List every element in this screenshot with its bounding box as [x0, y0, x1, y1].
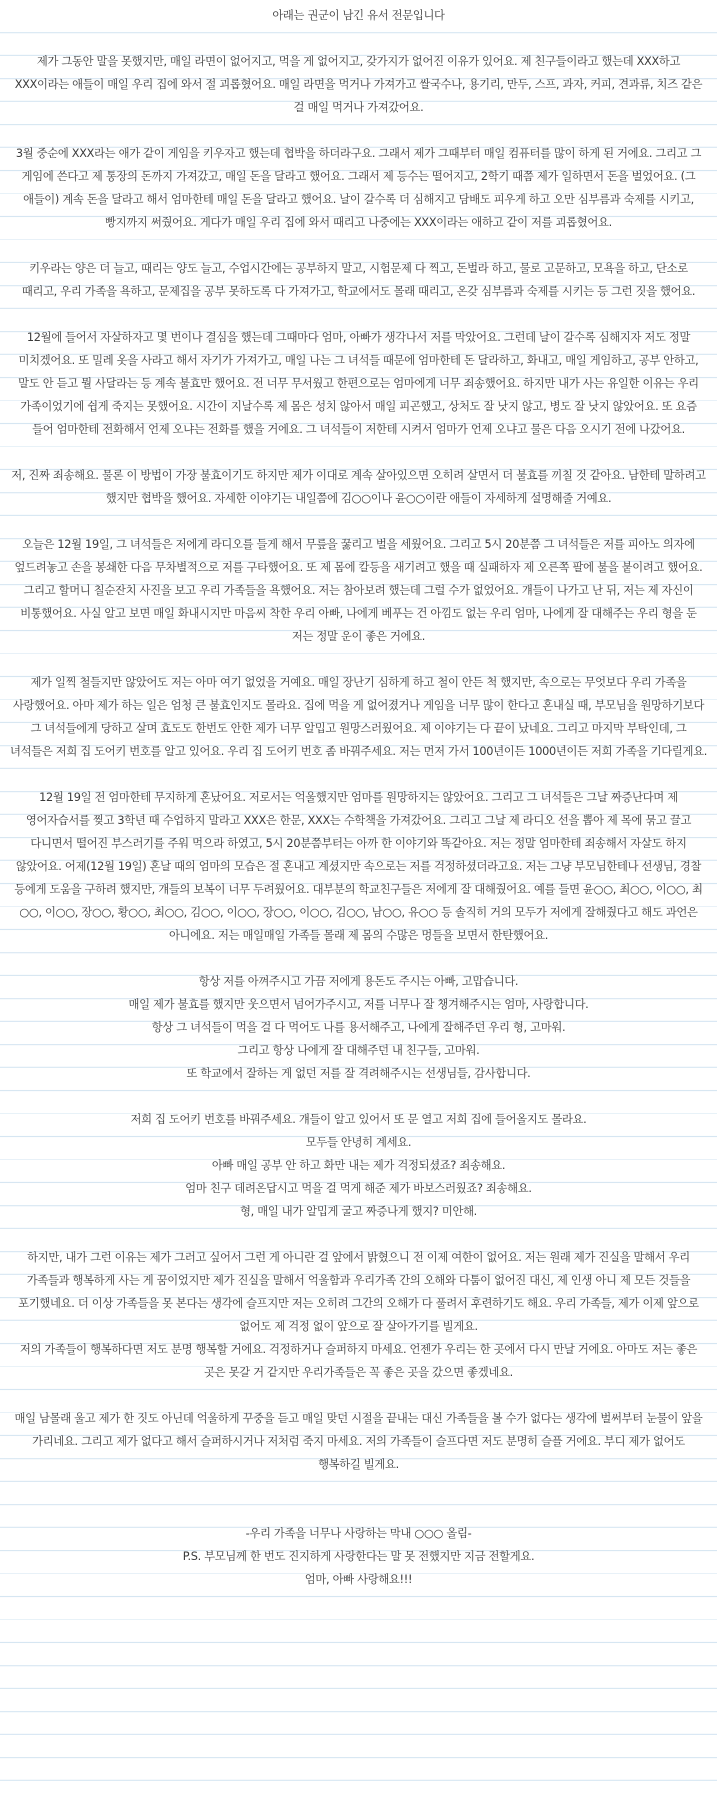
closing-paragraph-3: 매일 남몰래 울고 제가 한 짓도 아닌데 억울하게 꾸중을 듣고 매일 맞던 시절을 끝내는 대신 가족들을 볼 수가 없다는 생각에 벌써부터 눈물이 앞을 가리네요. 그리고 제가 없다고 해서 슬퍼하시거나 저처럼 죽지 마세요. 저의 가족들이 슬프다면 저도 분명히 슬플 거에요. 부디 제가 없어도 행복하길 빌게요.: [14, 1412, 703, 1471]
page-title: 아래는 권군이 남긴 유서 전문입니다: [272, 9, 445, 22]
signature-line: -우리 가족을 너무나 사랑하는 막내 ○○○ 올림-: [245, 1527, 472, 1540]
request-doorlock: 저희 집 도어키 번호를 바꿔주세요. 걔들이 알고 있어서 또 문 열고 저희 집에 들어올지도 몰라요.: [130, 1113, 587, 1126]
apology-brother: 형, 매일 내가 알밉게 굴고 짜증나게 했지? 미안해.: [240, 1205, 477, 1218]
requests-list: [10, 1108, 707, 1223]
thanks-father: 항상 저를 아껴주시고 가끔 저에게 용돈도 주시는 아빠, 고맙습니다.: [198, 975, 519, 988]
paragraph-3: 키우라는 양은 더 늘고, 때리는 양도 늘고, 수업시간에는 공부하지 말고, 시험문제 다 찍고, 돈벌라 하고, 물로 고문하고, 모욕을 하고, 단소로 때리고, 우리 가족을 욕하고, 문제집을 공부 못하도록 다 가져가고, 학교에서도 몰래 때리고, 온갖 심부름과 숙제를 시키는 등 그런 짓을 했어요.: [21, 262, 696, 298]
paragraph-2: 3월 중순에 XXX라는 애가 같이 게임을 키우자고 했는데 협박을 하더라구요. 그래서 제가 그때부터 매일 컴퓨터를 많이 하게 된 거에요. 그리고 그 게임에 쓴다고 제 통장의 돈까지 가져갔고, 매일 돈을 달라고 했어요. 그래서 제 등수는 떨어지고, 2학기 때쯤 제가 일하면서 돈을 벌었어요. (그 애들이) 계속 돈을 달라고 해서 엄마한테 매일 돈을 달라고 했어요. 날이 갈수록 더 심해지고 담배도 피우게 하고 오만 심부름과 숙제를 시키고, 빵지까지 써줬어요. 게다가 매일 우리 집에 와서 때리고 나중에는 XXX이라는 애하고 같이 저를 괴롭혔어요.: [15, 147, 702, 229]
thanks-friends: 그리고 항상 나에게 잘 대해주던 내 친구들, 고마워.: [237, 1044, 480, 1057]
thanks-teachers: 또 학교에서 잘하는 게 없던 저를 잘 격려해주시는 선생님들, 감사합니다.: [186, 1067, 531, 1080]
paragraph-4: 12월에 들어서 자살하자고 몇 번이나 결심을 했는데 그때마다 엄마, 아빠가 생각나서 저를 막았어요. 그런데 날이 갈수록 심해지자 저도 정말 미치겠어요. 또 밀레 옷을 사라고 해서 자기가 가져가고, 매일 나는 그 녀석들 때문에 엄마한테 돈 달라하고, 화내고, 매일 게임하고, 공부 안하고, 말도 안 듣고 뭘 사달라는 등 계속 불효만 했어요. 전 너무 무서웠고 한편으로는 엄마에게 너무 죄송했어요. 하지만 내가 사는 유일한 이유는 우리 가족이었기에 쉽게 죽지는 못했어요. 시간이 지날수록 제 몸은 성치 않아서 매일 피곤했고, 상처도 잘 낫지 않고, 병도 잘 낫지 않았어요. 또 요즘 들어 엄마한테 전화해서 언제 오냐는 전화를 했을 거에요. 그 녀석들이 저한테 시켜서 엄마가 언제 오냐고 물은 다음 오시기 전에 나갔어요.: [18, 331, 699, 436]
paragraph-1: 제가 그동안 말을 못했지만, 매일 라면이 없어지고, 먹을 게 없어지고, 갖가지가 없어진 이유가 있어요. 제 친구들이라고 했는데 XXX하고 XXX이라는 애들이 매일 우리 집에 와서 절 괴롭혔어요. 매일 라면을 먹거나 가져가고 쌀국수나, 용기리, 만두, 스프, 과자, 커피, 견과류, 치즈 같은 걸 매일 먹거나 가져갔어요.: [14, 55, 703, 114]
farewell-line: 모두들 안녕히 계세요.: [305, 1136, 412, 1149]
paragraph-8: 12월 19일 전 엄마한테 무지하게 혼났어요. 저로서는 억울했지만 엄마를 원망하지는 않았어요. 그리고 그 녀석들은 그날 짜증난다며 제 영어자습서를 찢고 3학년 때 수업하지 말라고 XXX은 한문, XXX는 수학책을 가져갔어요. 그리고 그날 제 라디오 선을 뽑아 제 목에 묶고 끌고 다니면서 떨어진 부스러기를 주워 먹으라 하였고, 5시 20분쯤부터는 아까 한 이야기와 똑같아요. 저는 정말 엄마한테 죄송해서 자살도 하지 않았어요. 어제(12월 19일) 혼날 때의 엄마의 모습은 절 혼내고 계셨지만 속으로는 저를 걱정하셨더라고요. 저는 그냥 부모님한테나 선생님, 경찰 등에게 도움을 구하려 했지만, 걔들의 보복이 너무 두려웠어요. 대부분의 학교친구들은 저에게 잘 대해줬어요. 예를 들면 윤○○, 최○○, 이○○, 최○○, 이○○, 장○○, 황○○, 최○○, 김○○, 이○○, 장○○, 이○○, 김○○, 남○○, 유○○ 등 솔직히 거의 모두가 저에게 잘해줬다고 해도 과언은 아니에요. 저는 매일매일 가족들 몰래 제 몸의 수많은 멍들을 보면서 한탄했어요.: [14, 791, 703, 942]
spacer: [10, 1499, 707, 1522]
paragraph-7: 제가 일찍 철들지만 않았어도 저는 아마 여기 없었을 거예요. 매일 장난기 심하게 하고 철이 안든 척 했지만, 속으로는 무엇보다 우리 가족을 사랑했어요. 아마 제가 하는 일은 엄청 큰 불효인지도 몰라요. 집에 먹을 게 없어졌거나 게임을 너무 많이 한다고 혼내실 때, 부모님을 원망하기보다 그 녀석들에게 당하고 살며 효도도 한번도 안한 제가 너무 알밉고 원망스러웠어요. 제 이야기는 다 끝이 났네요. 그리고 마지막 부탁인데, 그 녀석들은 저희 집 도어키 번호를 알고 있어요. 우리 집 도어키 번호 좀 바꿔주세요. 저는 먼저 가서 100년이든 1000년이든 저희 가족을 기다릴게요.: [10, 676, 708, 758]
apology-mother: 엄마 친구 데려온답시고 먹을 걸 먹게 해준 제가 바보스러웠죠? 죄송해요.: [185, 1182, 532, 1195]
thanks-list: [10, 970, 707, 1085]
closing-paragraph-2: 저의 가족들이 행복하다면 저도 분명 행복할 거에요. 걱정하거나 슬퍼하지 마세요. 언젠가 우리는 한 곳에서 다시 만날 거에요. 아마도 저는 좋은 곳은 못갈 거 같지만 우리가족들은 꼭 좋은 곳을 갔으면 좋겠네요.: [19, 1343, 698, 1379]
paragraph-6: 오늘은 12월 19일, 그 녀석들은 저에게 라디오를 들게 해서 무릎을 꿇리고 벌을 세웠어요. 그리고 5시 20분쯤 그 녀석들은 저를 피아노 의자에 엎드려놓고 손을 봉쇄한 다음 무차별적으로 저를 구타했어요. 또 제 몸에 칼등을 새기려고 했을 때 실패하자 제 오른쪽 팔에 불을 붙이려고 했어요. 그리고 할머니 칠순잔치 사진을 보고 우리 가족들을 욕했어요. 저는 참아보려 했는데 그럴 수가 없었어요. 걔들이 나가고 난 뒤, 저는 제 자신이 비통했어요. 사실 알고 보면 매일 화내시지만 마음씨 착한 우리 아빠, 나에게 베푸는 건 아낌도 없는 우리 엄마, 나에게 잘 대해주는 우리 형을 둔 저는 정말 운이 좋은 거에요.: [14, 538, 703, 643]
thanks-mother: 매일 제가 불효를 했지만 웃으면서 넘어가주시고, 저를 너무나 잘 챙겨해주시는 엄마, 사랑합니다.: [128, 998, 589, 1011]
signature-block: [10, 1522, 707, 1591]
apology-father: 아빠 매일 공부 안 하고 화만 내는 제가 걱정되셨죠? 죄송해요.: [211, 1159, 506, 1172]
paragraph-5: 저, 진짜 죄송해요. 물론 이 방법이 가장 불효이기도 하지만 제가 이대로 계속 살아있으면 오히려 살면서 더 불효를 끼칠 것 같아요. 남한테 말하려고 했지만 협박을 했어요. 자세한 이야기는 내일쯤에 김○○이나 윤○○이란 애들이 자세하게 설명해줄 거예요.: [11, 469, 706, 505]
postscript-line: P.S. 부모님께 한 번도 진지하게 사랑한다는 말 못 전했지만 지금 전할게요.: [182, 1550, 535, 1563]
thanks-brother: 항상 그 녀석들이 먹을 걸 다 먹어도 나를 용서해주고, 나에게 잘해주던 우리 형, 고마워.: [151, 1021, 566, 1034]
closing-paragraph-1: 하지만, 내가 그런 이유는 제가 그러고 싶어서 그런 게 아니란 걸 앞에서 밝혔으니 전 이제 여한이 없어요. 저는 원래 제가 진실을 말해서 우리 가족들과 행복하게 사는 게 꿈이었지만 제가 진실을 말해서 억울함과 우리가족 간의 오해와 다툼이 없어진 대신, 제 인생 아니 제 모든 것들을 포기했네요. 더 이상 가족들을 못 본다는 생각에 슬프지만 저는 오히려 그간의 오해가 다 풀려서 후련하기도 해요. 우리 가족들, 제가 이제 앞으로 없어도 제 걱정 없이 앞으로 잘 살아가기를 빌게요.: [18, 1251, 699, 1333]
final-line: 엄마, 아빠 사랑해요!!!: [304, 1573, 413, 1586]
